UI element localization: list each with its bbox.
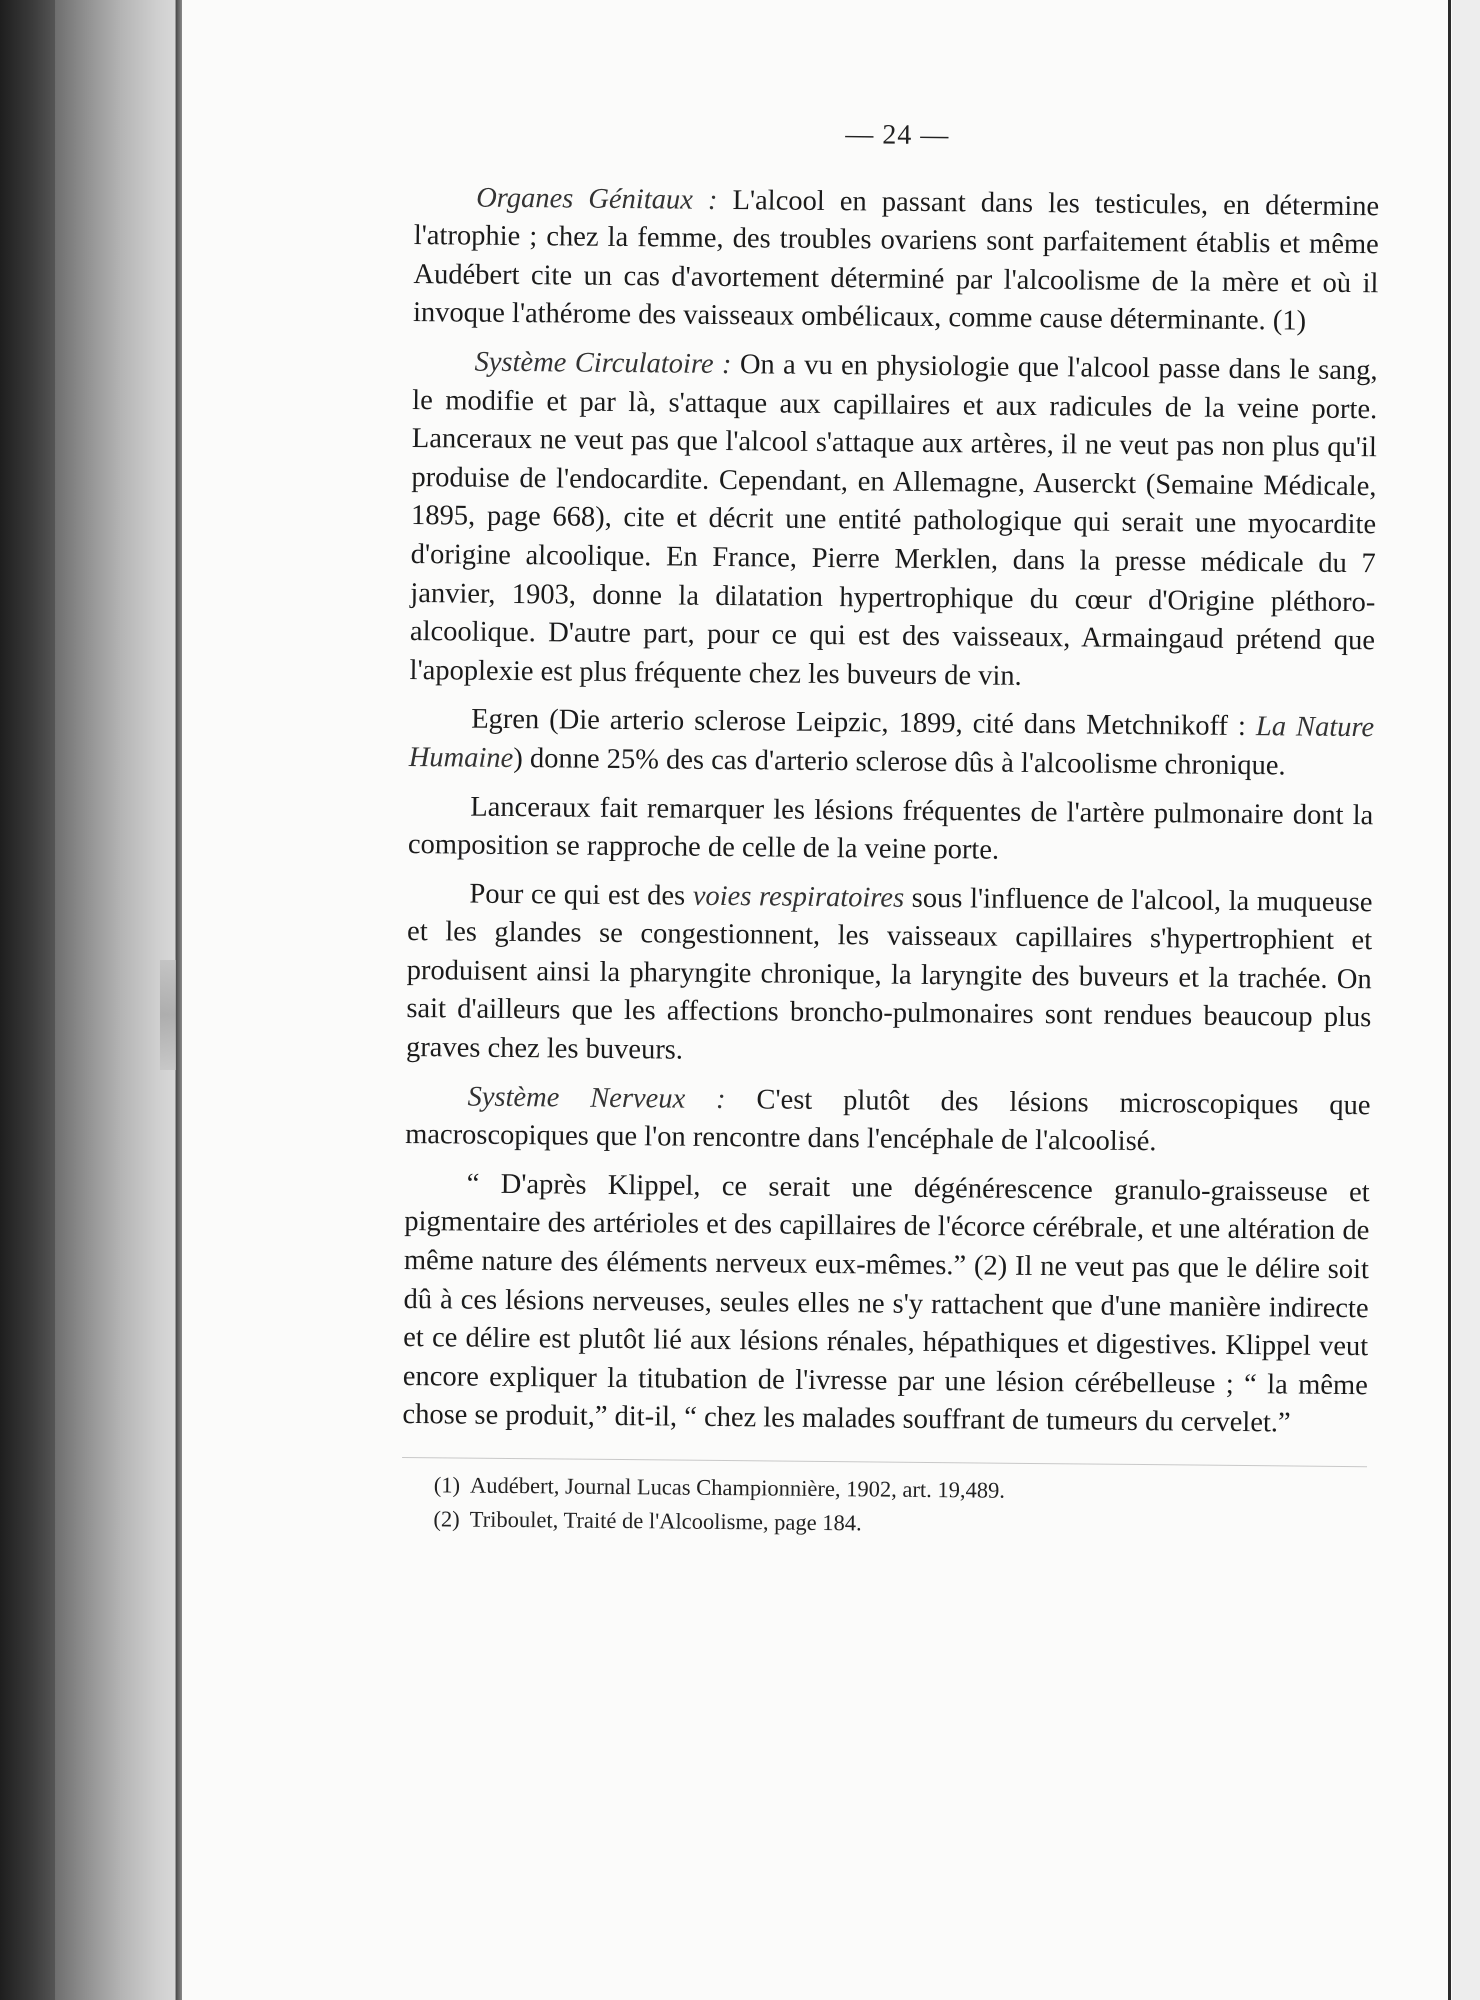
paragraph-text: L'alcool en passant dans les testicules, en détermine l'atrophie ; chez la femme, des troubles ovariens sont parfaitement établis et même Audébert cite un cas d'avortement déterminé par l'alcoolisme de la mère et où il invoque l'athérome des vaisseaux ombélicaux, comme cause déterminante. (1)	[412, 184, 1380, 337]
paragraph-text: ) donne 25% des cas d'arterio sclerose dûs à l'alcoolisme chronique.	[513, 742, 1286, 782]
emphasized-term: voies respiratoires	[692, 880, 905, 914]
footnote-divider	[402, 1457, 1367, 1467]
paragraph-text: Egren (Die arterio sclerose Leipzic, 1899, cité dans Metchnikoff :	[471, 703, 1257, 743]
footnote-number: (1)	[433, 1472, 461, 1498]
section-heading-organes-genitaux: Organes Génitaux :	[476, 182, 718, 216]
footnote-text: Triboulet, Traité de l'Alcoolisme, page 184.	[469, 1506, 862, 1536]
paragraph-text: “ D'après Klippel, ce serait une dégénérescence granulo-graisseuse et pigmentaire des artérioles et des capillaires de l'écorce cérébrale, et une altération de même nature des éléments nerveux eux-mêmes.” (2) Il ne veut pas que le délire soit dû à ces lésions nerveuses, seules elles ne s'y rattachent que d'une manière indirecte et ce délire est plutôt lié aux lésions rénales, hépathiques et digestives. Klippel veut encore expliquer la titubation de l'ivresse par une lésion cérébelleuse ; “ la même chose se produit,” dit-il, “ chez les malades souffrant de tumeurs du cervelet.”	[402, 1168, 1370, 1439]
paragraph-voies-respiratoires	[406, 875, 1373, 1077]
paragraph-lanceraux	[408, 787, 1374, 873]
page-number: — 24 —	[845, 119, 950, 152]
paragraph-systeme-nerveux	[405, 1078, 1371, 1164]
section-heading-systeme-circulatoire: Système Circulatoire :	[474, 346, 732, 381]
book-spine	[55, 0, 175, 2000]
footnote-number: (2)	[433, 1506, 460, 1532]
paragraph-text: Pour ce qui est des	[469, 878, 693, 912]
page-content	[401, 112, 1380, 1545]
spine-mark	[160, 960, 176, 1070]
paragraph-text: sous l'influence de l'alcool, la muqueuse et les glandes se congestionnent, les vaisseaux capillaires s'hypertrophient et produisent ainsi la pharyngite chronique, la laryngite des buveurs et la trachée. On sait d'ailleurs que les affections broncho-pulmonaires sont rendues beaucoup plus graves chez les buveurs.	[405, 882, 1373, 1066]
paragraph-organes-genitaux	[413, 179, 1379, 343]
page-left-edge	[176, 0, 182, 2000]
page-right-margin	[1452, 0, 1480, 2000]
scanner-edge	[0, 0, 55, 2000]
paragraph-text: Lanceraux fait remarquer les lésions fréquentes de l'artère pulmonaire dont la composition se rapproche de celle de la veine porte.	[407, 791, 1374, 866]
paragraph-systeme-circulatoire	[409, 343, 1377, 700]
book-title: La Nature Humaine	[408, 711, 1375, 774]
section-heading-systeme-nerveux: Système Nerveux :	[467, 1081, 726, 1115]
page-right-edge	[1448, 0, 1451, 2000]
paragraph-egren	[409, 700, 1375, 786]
paragraph-text: C'est plutôt des lésions microscopiques que macroscopiques que l'on rencontre dans l'encéphale de l'alcoolisé.	[405, 1083, 1371, 1158]
paragraph-text: On a vu en physiologie que l'alcool passe dans le sang, le modifie et par là, s'attaque aux capillaires et aux radicules de la veine porte. Lanceraux ne veut pas que l'alcool s'attaque aux artères, il ne veut pas non plus qu'il produise de l'endocardite. Cependant, en Allemagne, Auserckt (Semaine Médicale, 1895, page 668), cite et décrit une entité pathologique qui serait une myocardite d'origine alcoolique. En France, Pierre Merklen, dans la presse médicale du 7 janvier, 1903, donne la dilatation hypertrophique du cœur d'Origine pléthoro-alcoolique. D'autre part, pour ce qui est des vaisseaux, Armaingaud prétend que l'apoplexie est plus fréquente chez les buveurs de vin.	[409, 349, 1378, 692]
footnote-text: Audébert, Journal Lucas Championnière, 1902, art. 19,489.	[469, 1472, 1006, 1503]
paragraph-klippel	[402, 1165, 1370, 1444]
